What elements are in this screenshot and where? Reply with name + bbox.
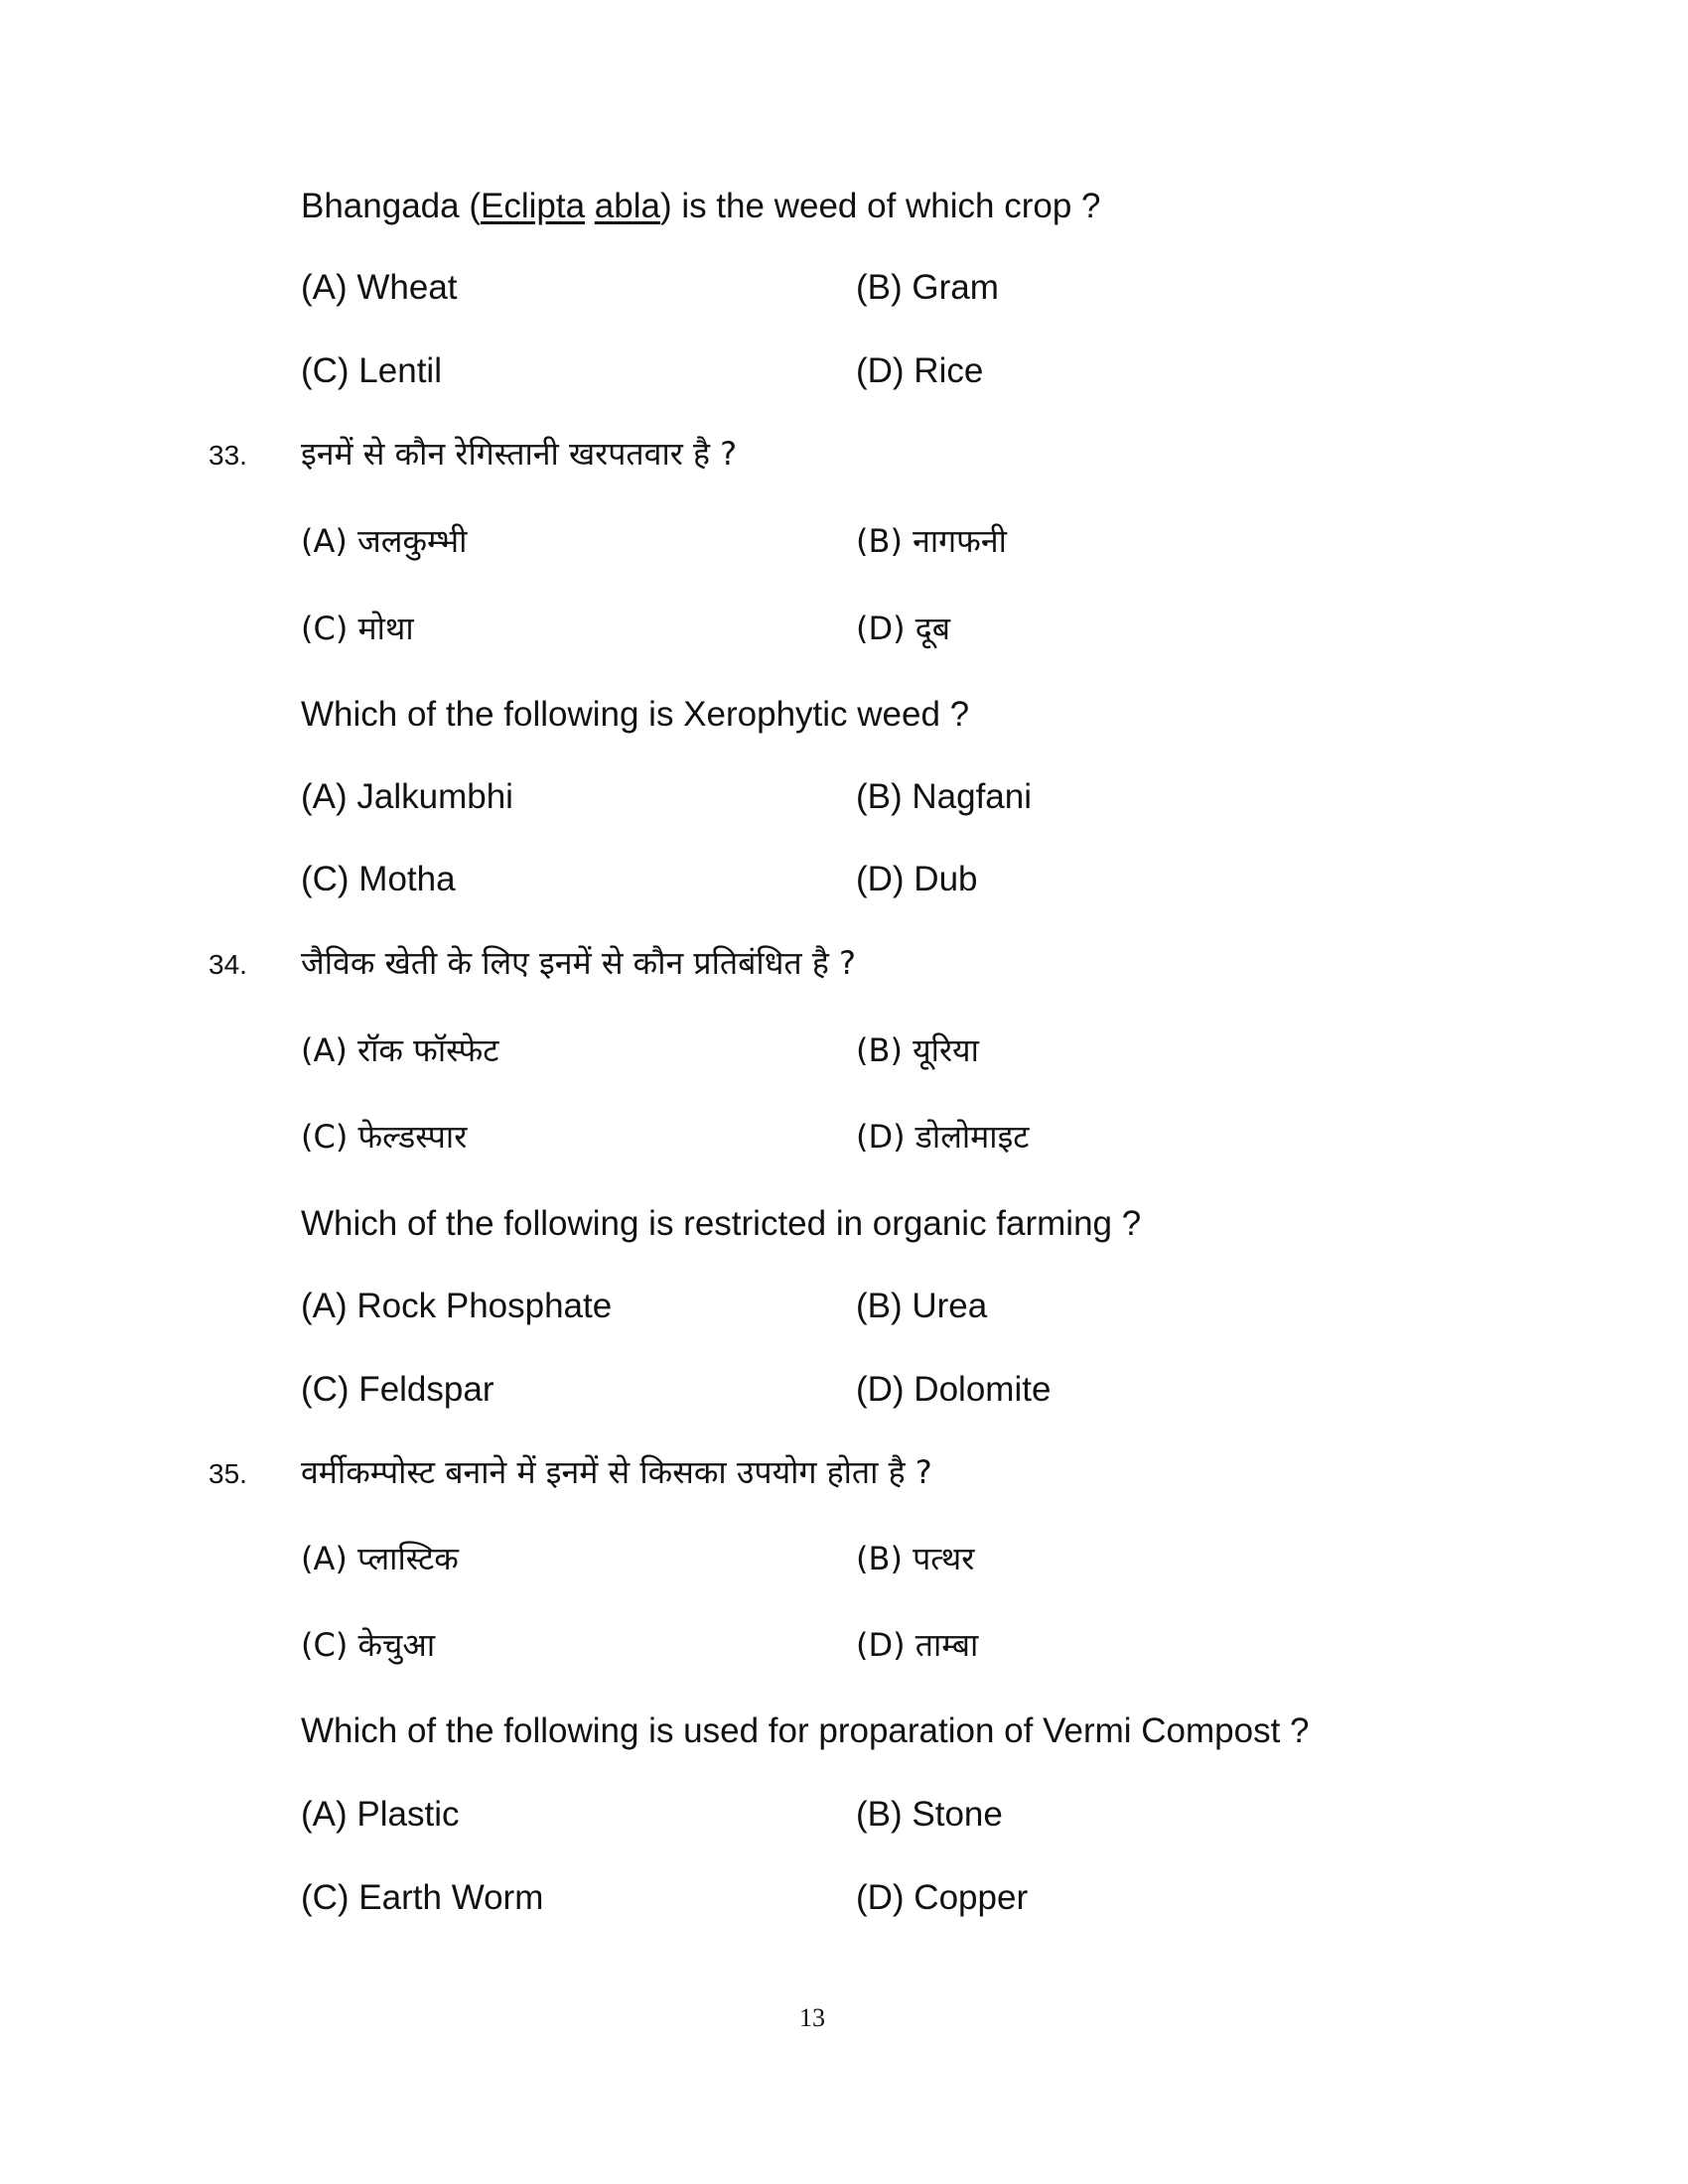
question-text: Which of the following is Xerophytic weed ? <box>301 695 970 734</box>
question-fragment: Bhangada ( <box>301 187 481 225</box>
option-c: (C) Motha <box>301 860 456 898</box>
option-d: (D) Dolomite <box>856 1370 1052 1409</box>
option-a: (A) Plastic <box>301 1795 460 1834</box>
option-c: (C) Lentil <box>301 351 442 390</box>
option-b: (B) Stone <box>856 1795 1003 1834</box>
option-a: (A) रॉक फॉस्फेट <box>301 1031 499 1069</box>
option-d: (D) Copper <box>856 1878 1029 1917</box>
option-d: (D) डोलोमाइट <box>856 1118 1030 1156</box>
question-fragment: ) is the weed of which crop ? <box>659 187 1101 225</box>
option-d: (D) Dub <box>856 860 978 898</box>
option-b: (B) Nagfani <box>856 777 1033 816</box>
option-d: (D) Rice <box>856 351 984 390</box>
option-a: (A) Jalkumbhi <box>301 777 513 816</box>
scientific-name-species: abla <box>594 187 660 225</box>
question-text <box>301 185 1101 228</box>
question-text-hindi: वर्मीकम्पोस्ट बनाने में इनमें से किसका उपयोग होता है ? <box>301 1453 932 1491</box>
question-number: 34. <box>209 949 247 980</box>
space <box>585 187 595 225</box>
question-text-hindi: इनमें से कौन रेगिस्तानी खरपतवार है ? <box>301 435 738 473</box>
option-c: (C) केचुआ <box>301 1626 436 1664</box>
option-c: (C) Feldspar <box>301 1370 494 1409</box>
option-d: (D) ताम्बा <box>856 1626 979 1664</box>
option-b: (B) Urea <box>856 1287 988 1325</box>
question-text: Which of the following is restricted in organic farming ? <box>301 1204 1142 1243</box>
page-number: 13 <box>799 2003 825 2032</box>
option-b: (B) नागफनी <box>856 522 1007 560</box>
option-b: (B) यूरिया <box>856 1031 979 1069</box>
option-c: (C) फेल्डस्पार <box>301 1118 468 1156</box>
option-d: (D) दूब <box>856 610 951 647</box>
option-c: (C) Earth Worm <box>301 1878 544 1917</box>
option-c: (C) मोथा <box>301 610 414 647</box>
option-a: (A) Rock Phosphate <box>301 1287 613 1325</box>
scientific-name-genus: Eclipta <box>480 187 586 225</box>
option-a: (A) प्लास्टिक <box>301 1540 459 1577</box>
option-a: (A) जलकुम्भी <box>301 522 468 560</box>
option-b: (B) Gram <box>856 268 999 307</box>
question-number: 33. <box>209 440 247 471</box>
option-b: (B) पत्थर <box>856 1540 975 1577</box>
question-text-hindi: जैविक खेती के लिए इनमें से कौन प्रतिबंधित है ? <box>301 944 856 982</box>
question-text: Which of the following is used for proparation of Vermi Compost ? <box>301 1711 1310 1750</box>
question-number: 35. <box>209 1458 247 1489</box>
option-a: (A) Wheat <box>301 268 458 307</box>
